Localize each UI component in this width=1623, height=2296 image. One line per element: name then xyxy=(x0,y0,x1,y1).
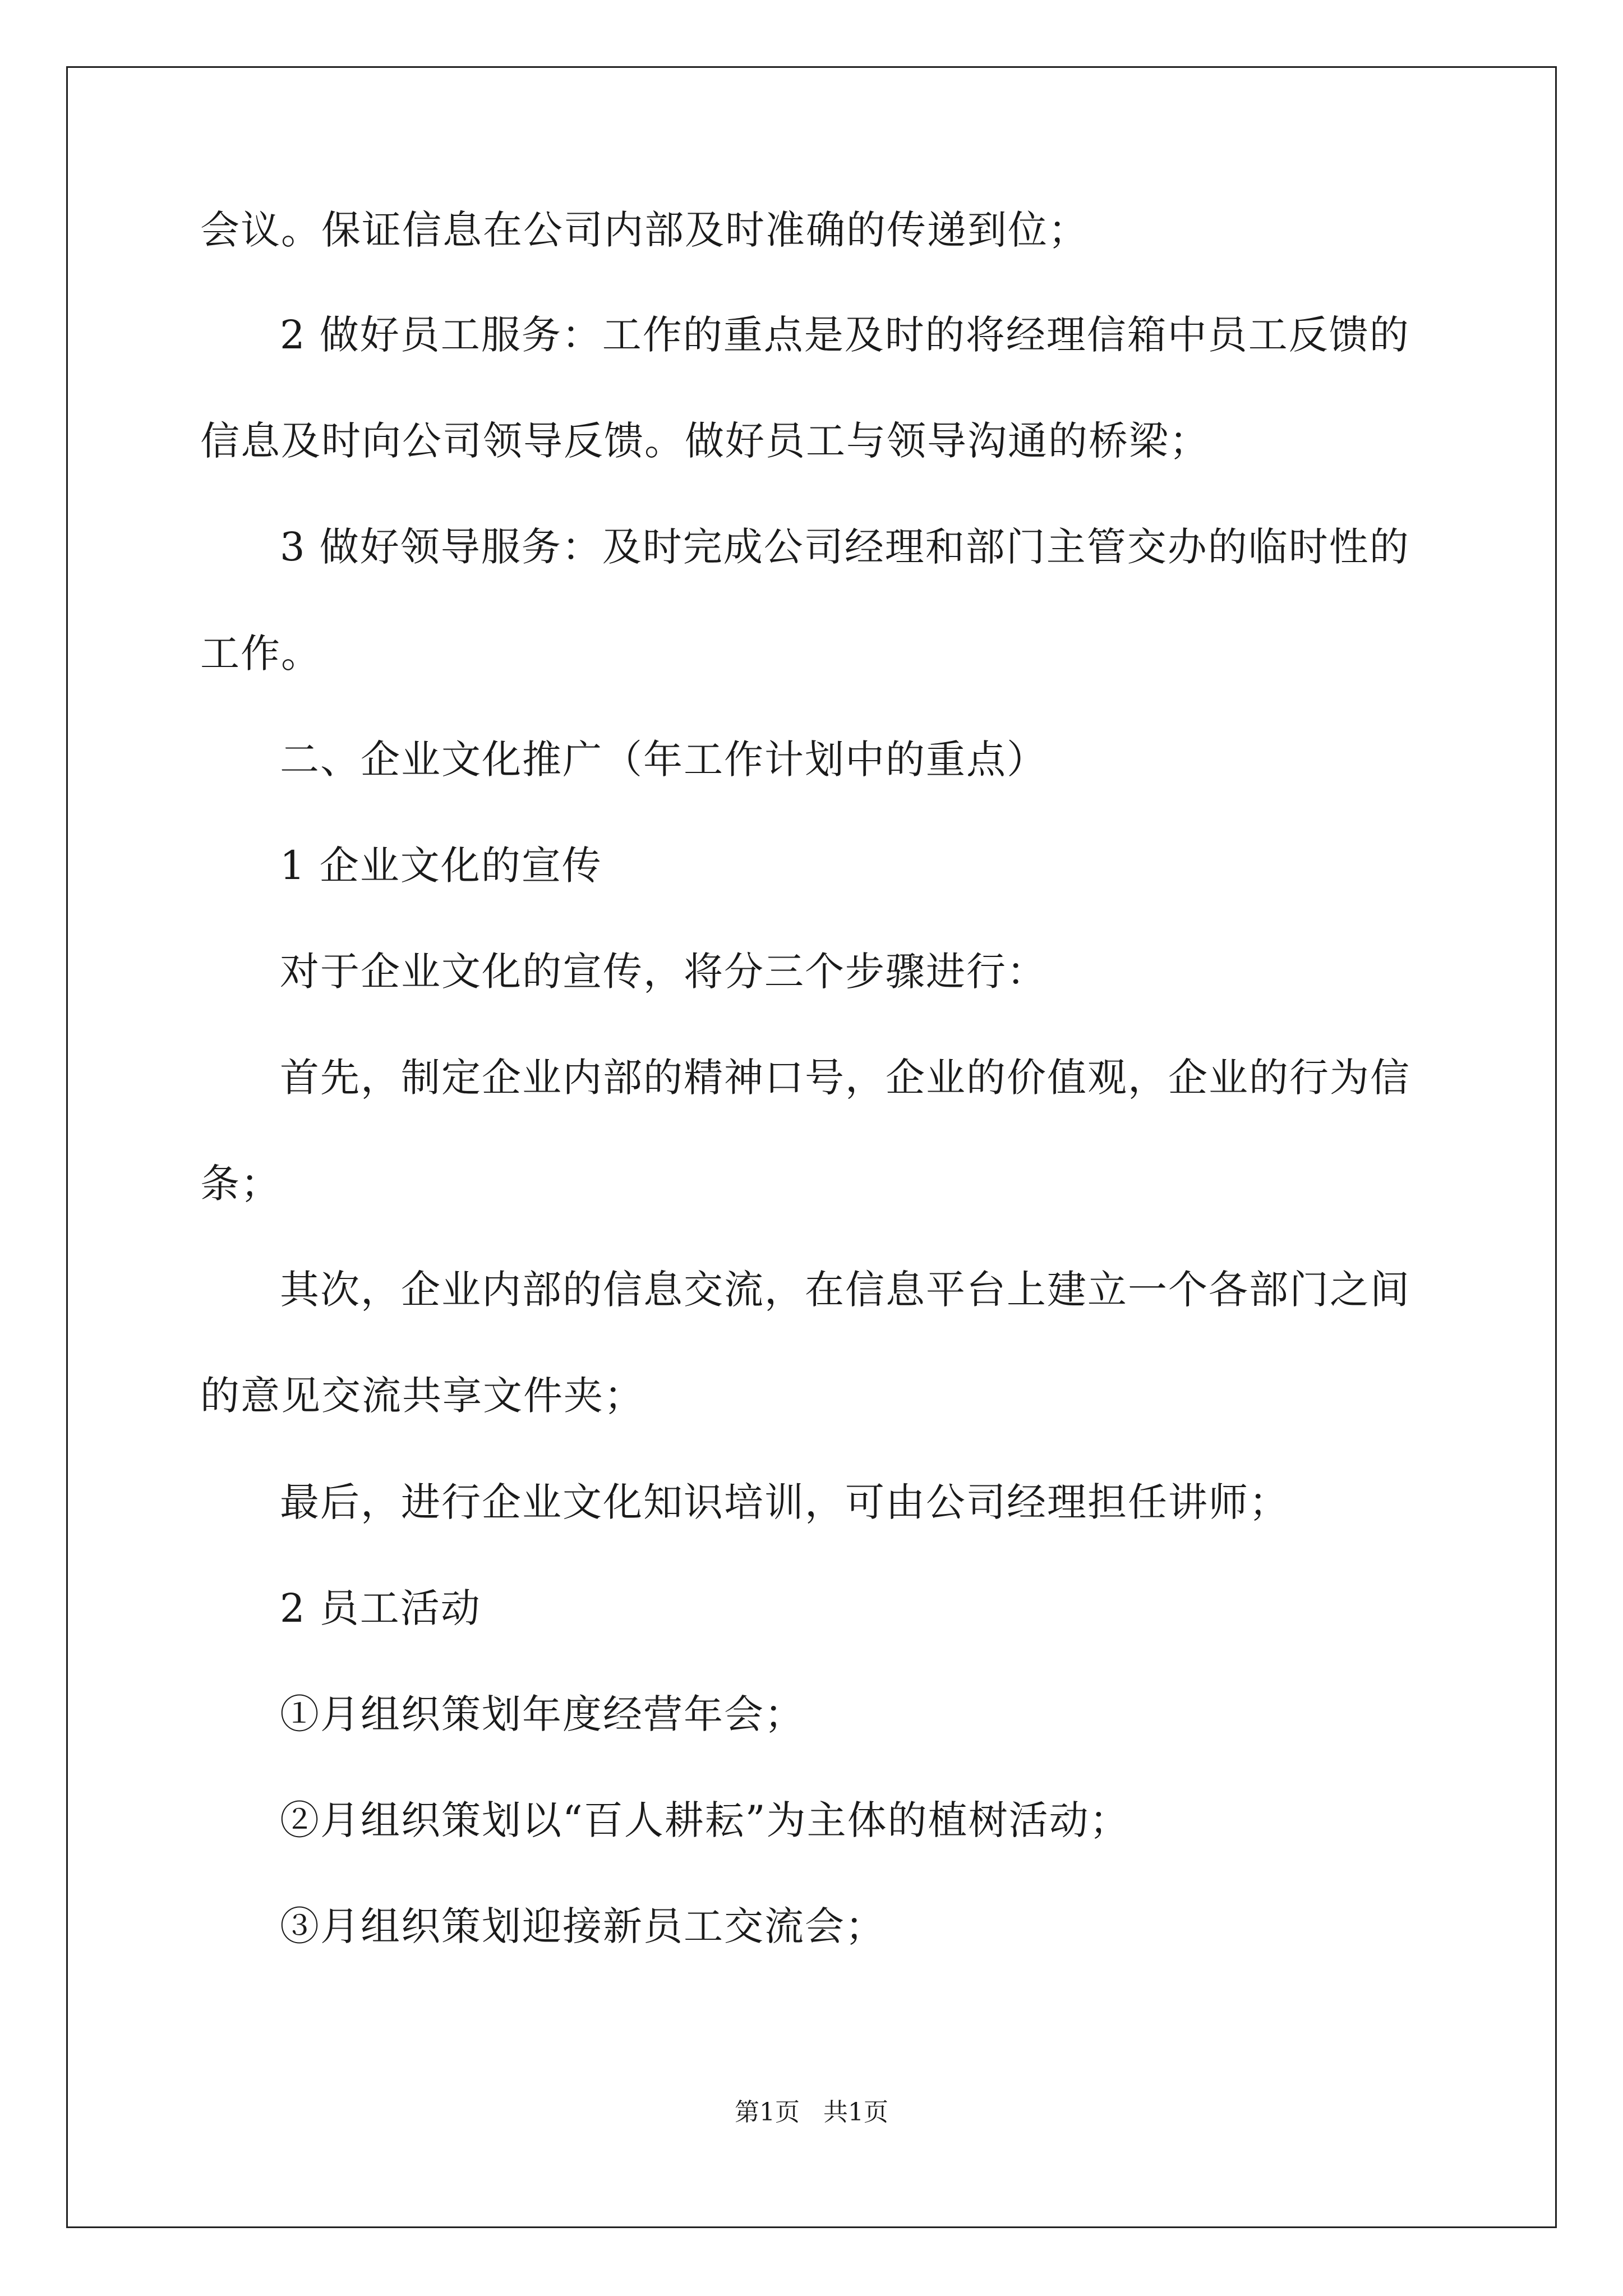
text-line: 对于企业文化的宣传，将分三个步骤进行： xyxy=(280,949,1047,995)
list-item: ②月组织策划以“百人耕耘”为主体的植树活动； xyxy=(280,1797,1130,1843)
text-line: 条； xyxy=(200,1161,281,1207)
text-line: 工作。 xyxy=(200,631,321,677)
text-line: 的意见交流共享文件夹； xyxy=(200,1373,644,1419)
list-item: ③月组织策划迎接新员工交流会； xyxy=(280,1903,886,1949)
text-line: 会议。保证信息在公司内部及时准确的传递到位； xyxy=(200,207,1089,253)
text-line: 2 做好员工服务：工作的重点是及时的将经理信箱中员工反馈的 xyxy=(280,312,1410,358)
subsection-heading: 1 企业文化的宣传 xyxy=(280,843,602,889)
subsection-heading: 2 员工活动 xyxy=(280,1585,481,1631)
text-line: 最后，进行企业文化知识培训，可由公司经理担任讲师； xyxy=(280,1479,1289,1525)
text-line: 3 做好领导服务：及时完成公司经理和部门主管交办的临时性的 xyxy=(280,524,1410,570)
section-heading: 二、企业文化推广（年工作计划中的重点） xyxy=(280,737,1047,783)
page-number: 第1页 共1页 xyxy=(735,2098,888,2127)
text-line: 其次，企业内部的信息交流，在信息平台上建立一个各部门之间 xyxy=(280,1267,1410,1313)
text-line: 信息及时向公司领导反馈。做好员工与领导沟通的桥梁； xyxy=(200,418,1210,464)
list-item: ①月组织策划年度经营年会； xyxy=(280,1691,805,1737)
text-line: 首先，制定企业内部的精神口号，企业的价值观，企业的行为信 xyxy=(280,1055,1410,1101)
